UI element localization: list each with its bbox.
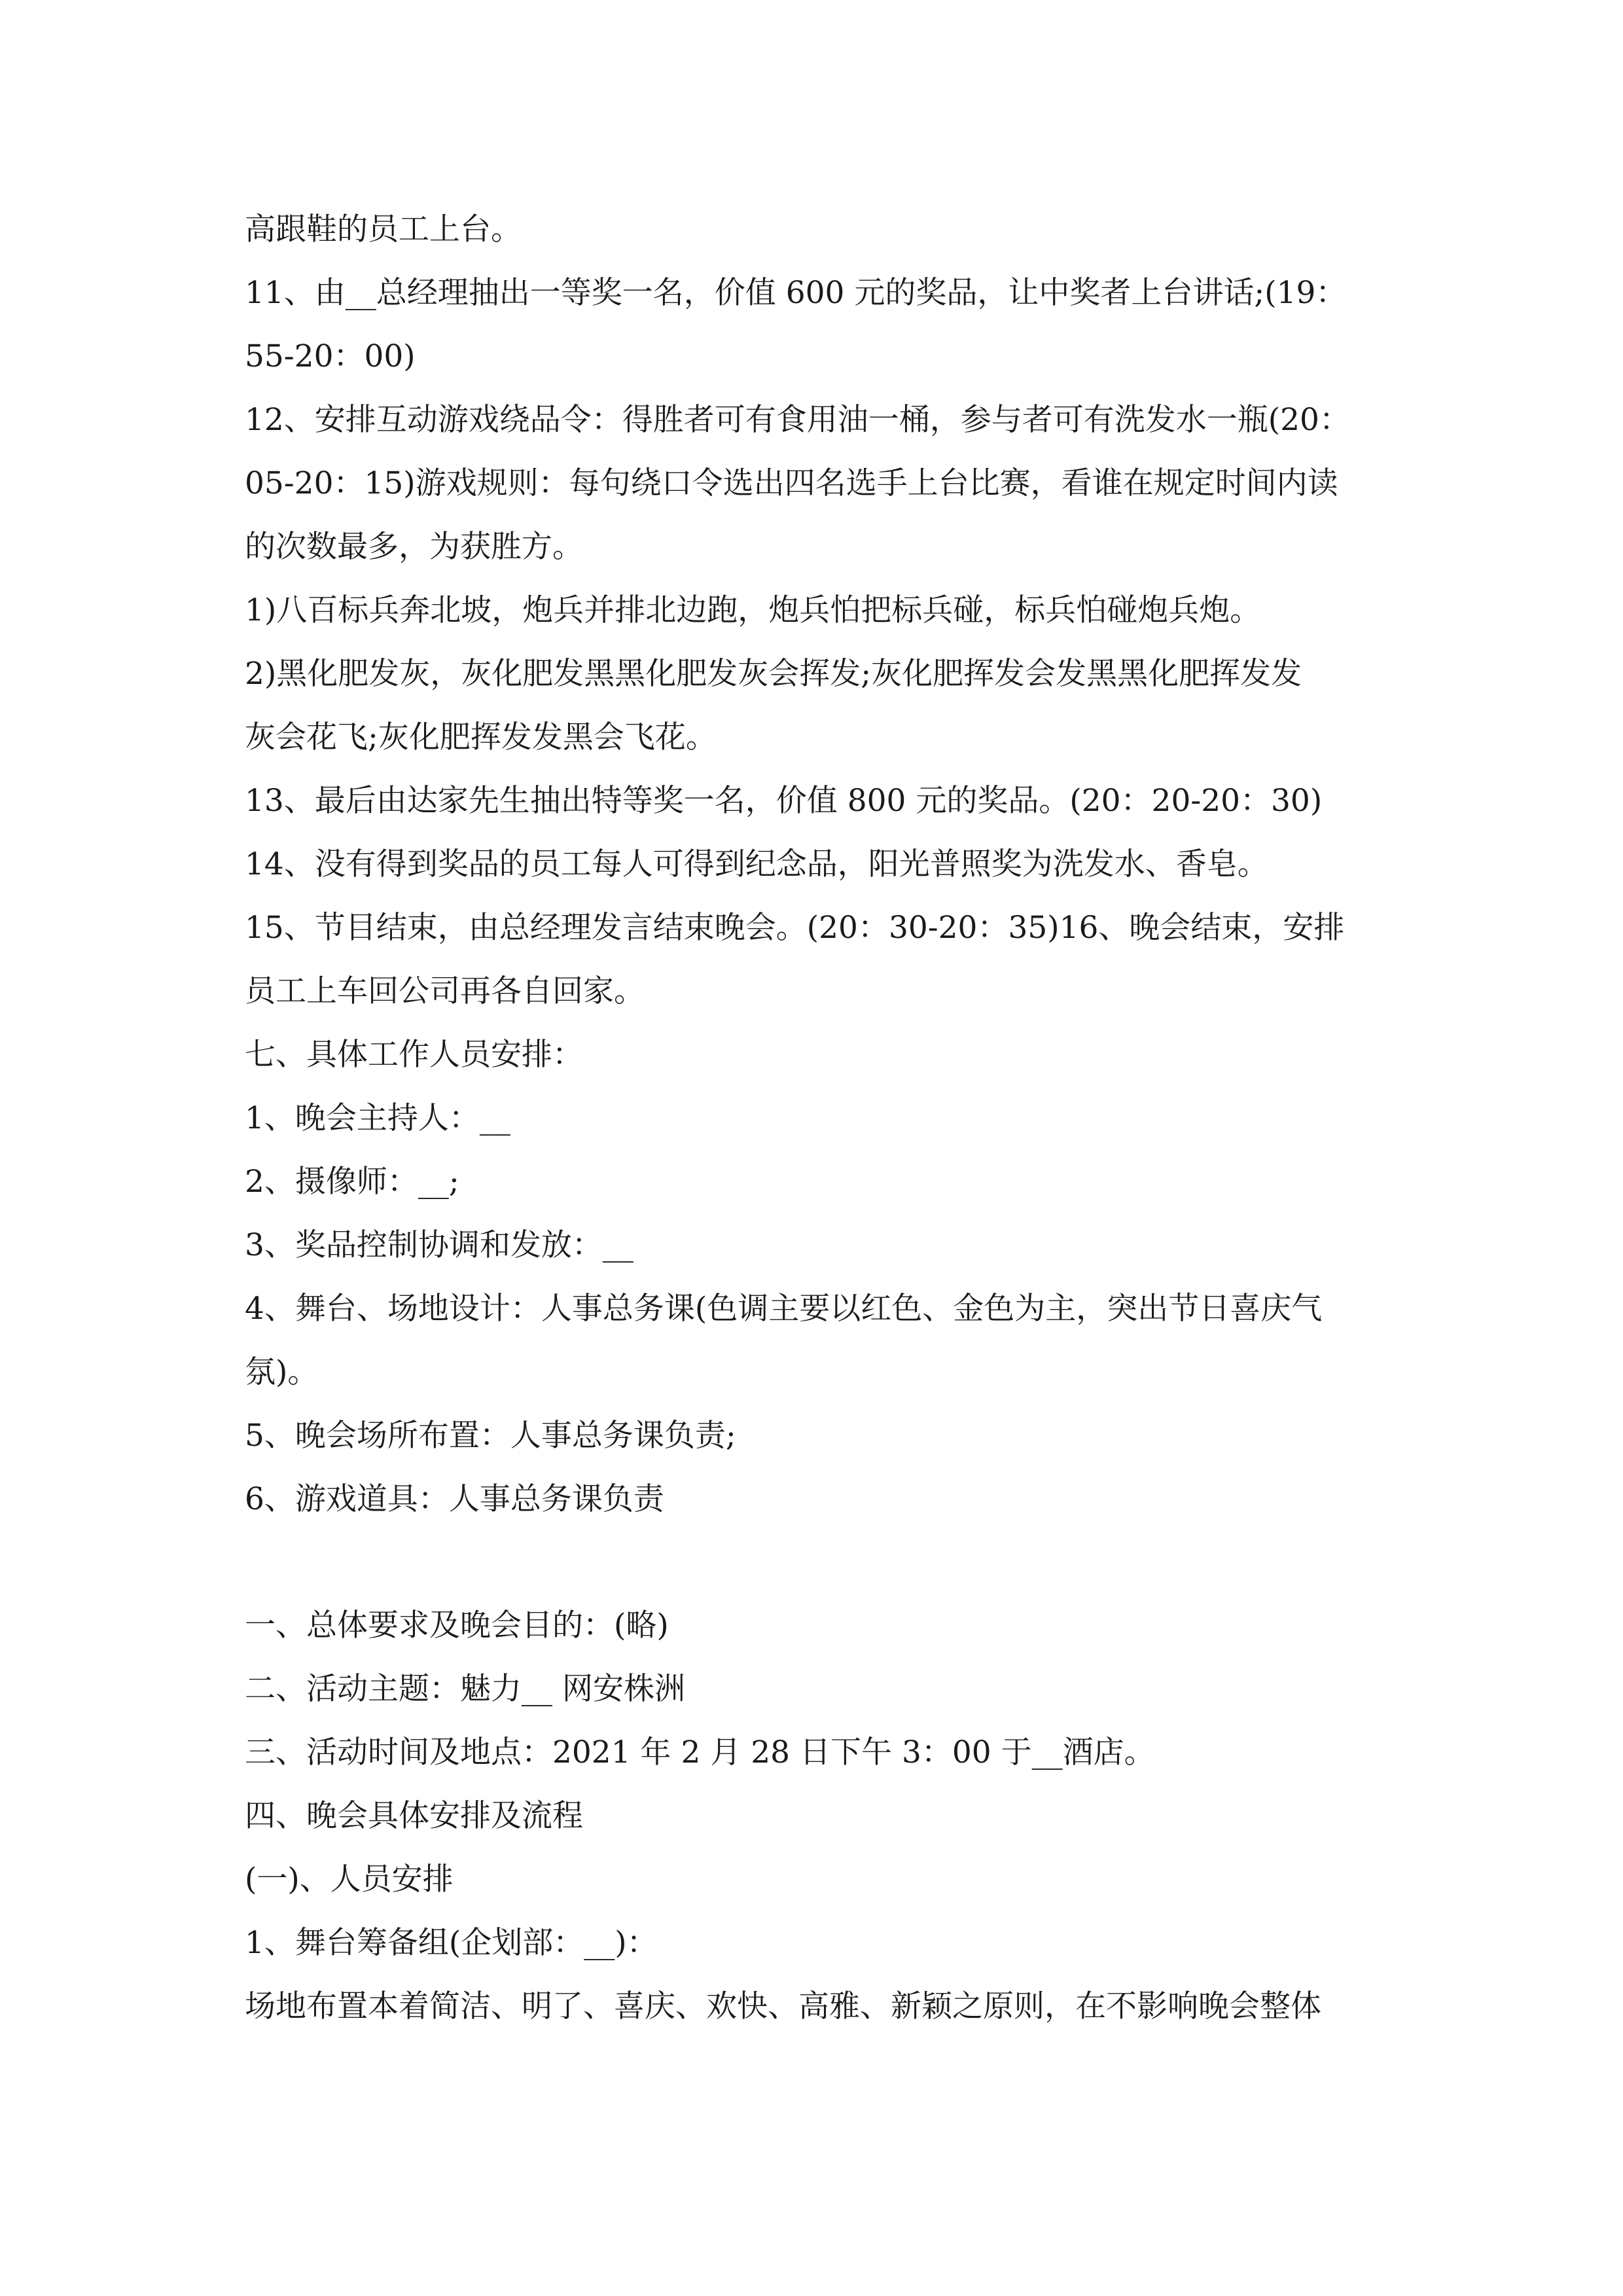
text-line: 15、节目结束，由总经理发言结束晚会。(20：30-20：35)16、晚会结束，安排: [245, 910, 1345, 946]
section-heading: 二、活动主题：魅力__ 网安株洲: [245, 1671, 685, 1707]
section-heading: 七、具体工作人员安排：: [245, 1037, 583, 1073]
text-line: 氛)。: [245, 1354, 319, 1390]
text-line: 3、奖品控制协调和发放：__: [245, 1227, 633, 1263]
text-line: 2、摄像师：__;: [245, 1164, 459, 1200]
subsection-heading: (一)、人员安排: [245, 1861, 454, 1897]
text-line: 2)黑化肥发灰，灰化肥发黑黑化肥发灰会挥发;灰化肥挥发会发黑黑化肥挥发发: [245, 656, 1302, 692]
text-line: 1、晚会主持人：__: [245, 1100, 510, 1136]
text-line: 13、最后由达家先生抽出特等奖一名，价值 800 元的奖品。(20：20-20：30): [245, 783, 1323, 819]
text-line: 14、没有得到奖品的员工每人可得到纪念品，阳光普照奖为洗发水、香皂。: [245, 846, 1268, 882]
text-line: 场地布置本着简洁、明了、喜庆、欢快、高雅、新颖之原则，在不影响晚会整体: [245, 1988, 1321, 2024]
text-line: 员工上车回公司再各自回家。: [245, 973, 645, 1009]
text-line: 5、晚会场所布置：人事总务课负责;: [245, 1418, 736, 1454]
section-spacer: [245, 1531, 1383, 1594]
text-line: 05-20：15)游戏规则：每句绕口令选出四名选手上台比赛，看谁在规定时间内读: [245, 465, 1338, 501]
text-line: 的次数最多，为获胜方。: [245, 529, 583, 565]
text-line: 6、游戏道具：人事总务课负责: [245, 1481, 664, 1517]
section-heading: 三、活动时间及地点：2021 年 2 月 28 日下午 3：00 于__酒店。: [245, 1734, 1155, 1770]
document-body: [245, 198, 1383, 2038]
section-heading: 四、晚会具体安排及流程: [245, 1798, 583, 1834]
section-heading: 一、总体要求及晚会目的：(略): [245, 1607, 669, 1643]
text-line: 灰会花飞;灰化肥挥发发黑会飞花。: [245, 719, 717, 755]
text-line: 1)八百标兵奔北坡，炮兵并排北边跑，炮兵怕把标兵碰，标兵怕碰炮兵炮。: [245, 592, 1261, 628]
text-line: 高跟鞋的员工上台。: [245, 211, 522, 247]
text-line: 11、由__总经理抽出一等奖一名，价值 600 元的奖品，让中奖者上台讲话;(19：: [245, 275, 1347, 311]
text-line: 55-20：00): [245, 338, 416, 374]
text-line: 1、舞台筹备组(企划部：__)：: [245, 1925, 658, 1961]
text-line: 12、安排互动游戏绕品令：得胜者可有食用油一桶，参与者可有洗发水一瓶(20：: [245, 402, 1350, 438]
text-line: 4、舞台、场地设计：人事总务课(色调主要以红色、金色为主，突出节日喜庆气: [245, 1291, 1323, 1327]
